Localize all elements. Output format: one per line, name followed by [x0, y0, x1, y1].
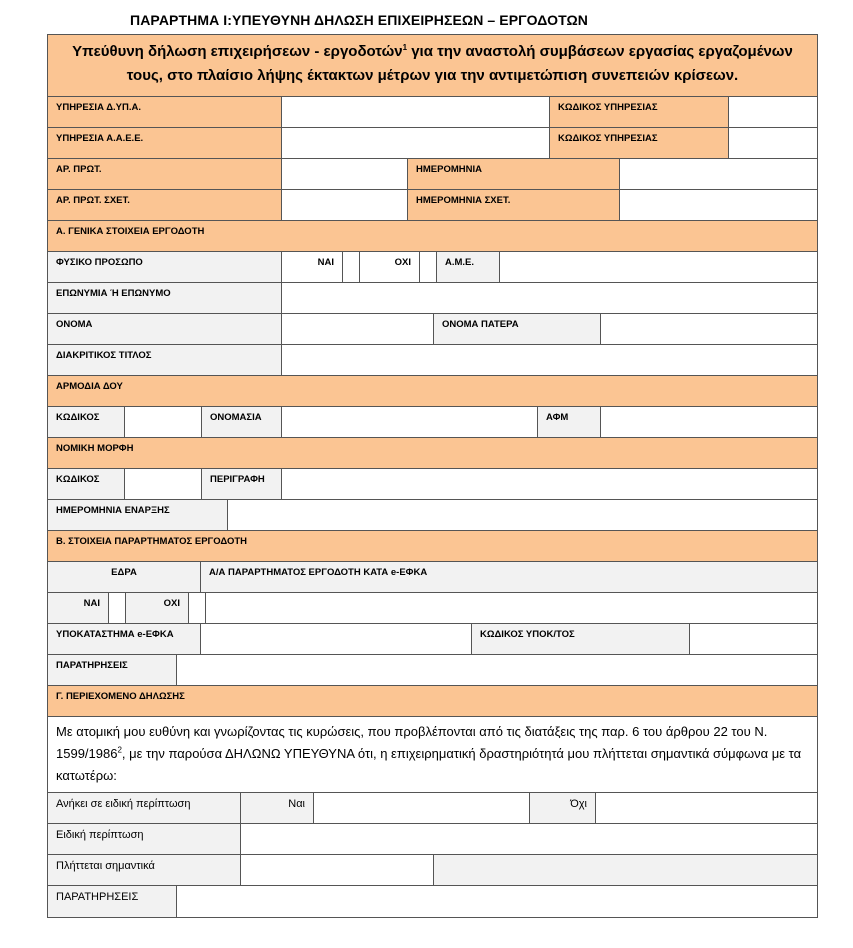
row-prot-rel — [48, 190, 817, 221]
legal-code-label: ΚΩΔΙΚΟΣ — [48, 469, 125, 499]
name-label: ΟΝΟΜΑ — [48, 314, 282, 344]
aaee-code-label: ΚΩΔΙΚΟΣ ΥΠΗΡΕΣΙΑΣ — [550, 128, 729, 158]
doy-code-field[interactable] — [125, 407, 202, 437]
section-b-header — [48, 531, 817, 562]
row-prot — [48, 159, 817, 190]
row-legal-form — [48, 469, 817, 500]
branch-no-field[interactable] — [206, 593, 817, 623]
c-remarks-label: ΠΑΡΑΤΗΡΗΣΕΙΣ — [48, 886, 177, 917]
prot-field[interactable] — [282, 159, 408, 189]
date-rel-label: ΗΜΕΡΟΜΗΝΙΑ ΣΧΕΤ. — [408, 190, 620, 220]
special-case-belongs-label: Ανήκει σε ειδική περίπτωση — [48, 793, 241, 823]
doy-name-label: ΟΝΟΜΑΣΙΑ — [202, 407, 282, 437]
trade-title-label: ΔΙΑΚΡΙΤΙΚΟΣ ΤΙΤΛΟΣ — [48, 345, 282, 375]
b-remarks-field[interactable] — [177, 655, 817, 685]
significantly-hit-label: Πλήττεται σημαντικά — [48, 855, 241, 885]
special-case-label: Ειδική περίπτωση — [48, 824, 241, 854]
row-b-remarks — [48, 655, 817, 686]
ame-field[interactable] — [500, 252, 817, 282]
row-start-date — [48, 500, 817, 531]
special-case-yes-label: Ναι — [241, 793, 314, 823]
form-header — [48, 35, 817, 97]
row-dypa — [48, 97, 817, 128]
company-name-label: ΕΠΩΝΥΜΙΑ Ή ΕΠΩΝΥΜΟ — [48, 283, 282, 313]
aaee-code-field[interactable] — [729, 128, 817, 158]
doy-title: ΑΡΜΟΔΙΑ ΔΟΥ — [48, 376, 817, 406]
father-name-label: ΟΝΟΜΑ ΠΑΤΕΡΑ — [434, 314, 601, 344]
row-c-remarks — [48, 886, 817, 917]
branch-code-field[interactable] — [690, 624, 817, 654]
document-title: ΠΑΡΑΡΤΗΜΑ Ι:ΥΠΕΥΘΥΝΗ ΔΗΛΩΣΗ ΕΠΙΧΕΙΡΗΣΕΩΝ – ΕΡΓΟΔΟΤΩΝ — [130, 12, 589, 28]
form-header-line2: τους, στο πλαίσιο λήψης έκτακτων μέτρων για την αντιμετώπιση συνεπειών κρίσεων. — [126, 67, 739, 84]
section-c-header — [48, 686, 817, 717]
form-header-line1: Υπεύθυνη δήλωση επιχειρήσεων - εργοδοτών$^1$ για την αναστολή συμβάσεων εργασίας εργαζομένων — [72, 43, 793, 60]
row-doy — [48, 407, 817, 438]
aaee-label: ΥΠΗΡΕΣΙΑ Α.Α.Ε.Ε. — [48, 128, 282, 158]
prot-rel-field[interactable] — [282, 190, 408, 220]
row-seat — [48, 562, 817, 593]
date-field[interactable] — [620, 159, 817, 189]
prot-label: ΑΡ. ΠΡΩΤ. — [48, 159, 282, 189]
efka-branch-label: ΥΠΟΚΑΤΑΣΤΗΜΑ e-ΕΦΚΑ — [48, 624, 201, 654]
footnote-1: 1 — [402, 43, 408, 52]
natural-person-yes-checkbox[interactable] — [343, 252, 360, 282]
legal-form-header — [48, 438, 817, 469]
section-c-title: Γ. ΠΕΡΙΕΧΟΜΕΝΟ ΔΗΛΩΣΗΣ — [48, 686, 817, 716]
dypa-label: ΥΠΗΡΕΣΙΑ Δ.ΥΠ.Α. — [48, 97, 282, 127]
row-efka-branch — [48, 624, 817, 655]
natural-person-no-label: ΟΧΙ — [360, 252, 420, 282]
start-date-field[interactable] — [228, 500, 817, 530]
efka-branch-field[interactable] — [201, 624, 472, 654]
date-label: ΗΜΕΡΟΜΗΝΙΑ — [408, 159, 620, 189]
prot-rel-label: ΑΡ. ΠΡΩΤ. ΣΧΕΤ. — [48, 190, 282, 220]
footnote-2: 2 — [117, 745, 122, 755]
row-seat-options — [48, 593, 817, 624]
name-field[interactable] — [282, 314, 434, 344]
declaration-form — [47, 34, 818, 918]
legal-form-title: ΝΟΜΙΚΗ ΜΟΡΦΗ — [48, 438, 817, 468]
legal-desc-label: ΠΕΡΙΓΡΑΦΗ — [202, 469, 282, 499]
row-special-case — [48, 824, 817, 855]
natural-person-label: ΦΥΣΙΚΟ ΠΡΟΣΩΠΟ — [48, 252, 282, 282]
row-special-case-belongs — [48, 793, 817, 824]
natural-person-no-checkbox[interactable] — [420, 252, 437, 282]
row-company-name — [48, 283, 817, 314]
company-name-field[interactable] — [282, 283, 817, 313]
declaration-text: Με ατομική μου ευθύνη και γνωρίζοντας τις κυρώσεις, που προβλέπονται από τις διατάξεις της παρ. 6 του άρθρου 22 του Ν. 1599/1986$^2$, με την παρούσα ΔΗΛΩΝΩ ΥΠΕΥΘΥΝΑ ότι, η επιχειρηματική δραστηριότητά μου πλήττεται σημαντικά σύμφωνα με τα κατωτέρω: — [48, 717, 817, 793]
row-name — [48, 314, 817, 345]
legal-desc-field[interactable] — [282, 469, 817, 499]
seat-no-checkbox[interactable] — [189, 593, 206, 623]
special-case-no-field[interactable] — [596, 793, 817, 823]
special-case-yes-field[interactable] — [314, 793, 530, 823]
aaee-field[interactable] — [282, 128, 550, 158]
special-case-no-label: Όχι — [530, 793, 596, 823]
significantly-hit-field[interactable] — [241, 855, 434, 885]
trade-title-field[interactable] — [282, 345, 817, 375]
dypa-code-field[interactable] — [729, 97, 817, 127]
row-significantly-hit — [48, 855, 817, 886]
special-case-field[interactable] — [241, 824, 817, 854]
seat-no-label: ΟΧΙ — [126, 593, 189, 623]
seat-yes-checkbox[interactable] — [109, 593, 126, 623]
doy-header — [48, 376, 817, 407]
father-name-field[interactable] — [601, 314, 817, 344]
seat-yes-label: ΝΑΙ — [48, 593, 109, 623]
start-date-label: ΗΜΕΡΟΜΗΝΙΑ ΕΝΑΡΞΗΣ — [48, 500, 228, 530]
branch-code-label: ΚΩΔΙΚΟΣ ΥΠΟΚ/ΤΟΣ — [472, 624, 690, 654]
b-remarks-label: ΠΑΡΑΤΗΡΗΣΕΙΣ — [48, 655, 177, 685]
dypa-field[interactable] — [282, 97, 550, 127]
row-trade-title — [48, 345, 817, 376]
doy-name-field[interactable] — [282, 407, 538, 437]
row-aaee — [48, 128, 817, 159]
afm-field[interactable] — [601, 407, 817, 437]
legal-code-field[interactable] — [125, 469, 202, 499]
row-natural-person — [48, 252, 817, 283]
significantly-hit-filler — [434, 855, 817, 885]
branch-no-label: Α/Α ΠΑΡΑΡΤΗΜΑΤΟΣ ΕΡΓΟΔΟΤΗ ΚΑΤΑ e-ΕΦΚΑ — [201, 562, 817, 592]
afm-label: ΑΦΜ — [538, 407, 601, 437]
date-rel-field[interactable] — [620, 190, 817, 220]
section-a-header — [48, 221, 817, 252]
section-b-title: Β. ΣΤΟΙΧΕΙΑ ΠΑΡΑΡΤΗΜΑΤΟΣ ΕΡΓΟΔΟΤΗ — [48, 531, 817, 561]
doy-code-label: ΚΩΔΙΚΟΣ — [48, 407, 125, 437]
natural-person-yes-label: ΝΑΙ — [282, 252, 343, 282]
section-a-title: Α. ΓΕΝΙΚΑ ΣΤΟΙΧΕΙΑ ΕΡΓΟΔΟΤΗ — [48, 221, 817, 251]
seat-label: ΕΔΡΑ — [48, 562, 201, 592]
dypa-code-label: ΚΩΔΙΚΟΣ ΥΠΗΡΕΣΙΑΣ — [550, 97, 729, 127]
ame-label: Α.Μ.Ε. — [437, 252, 500, 282]
c-remarks-field[interactable] — [177, 886, 817, 917]
